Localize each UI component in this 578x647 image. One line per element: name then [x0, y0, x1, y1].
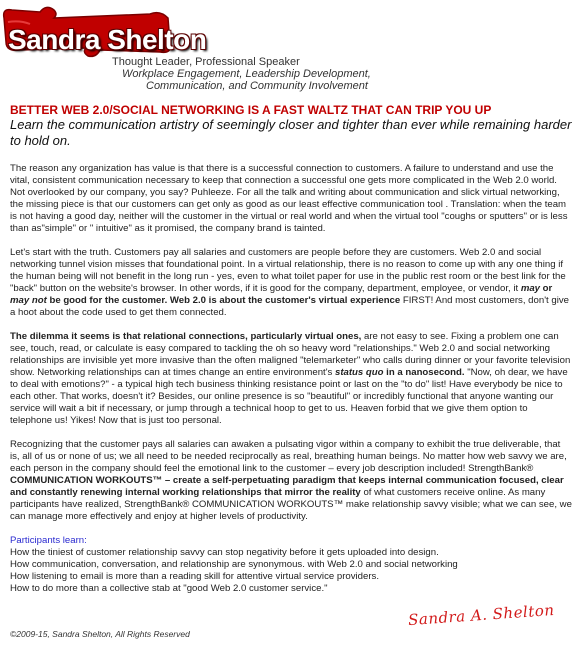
tagline-focus-1: Workplace Engagement, Leadership Development,	[122, 68, 371, 80]
paragraph-2-text-or: or	[540, 283, 553, 294]
paragraph-1: The reason any organization has value is that there is a successful connection to customers. A failure to understand and use the vital, consistent communication necessary to keep that connection a successful one gets more complicated in the Web 2.0 world. Not overlooked by our company, you say? Puhleeze. For all the talk and writing about communication and slick virtual networking, the missing piece is that our customers can get only as good as our least effective communication tool . Translation: when the team is not having a good day, neither will the customer in the virtual or real world and when the virtual tool "coughs or sputters" or is less than as"simple" or " intuitive" as it promised, the company brand is tainted.	[10, 163, 568, 234]
list-item: How listening to email is more than a reading skill for attentive virtual service providers.	[10, 571, 379, 582]
list-item: How communication, conversation, and relationship are synonymous. with Web 2.0 and social networking	[10, 559, 458, 570]
article-subhead: Learn the communication artistry of seemingly closer and tighter than ever while remaining harder to hold on.	[10, 117, 572, 148]
tagline	[112, 56, 371, 92]
paragraph-2-bold-claim: be good for the customer. Web 2.0 is about the customer's virtual experience	[46, 295, 401, 306]
participants-learn-list	[10, 547, 572, 595]
signature: Sandra A. Shelton	[407, 600, 556, 630]
paragraph-3-text-b: are not easy to see. Fixing a problem one can see, touch, read, or calculate is easy compared to tackling the oh so heavy word "relationships." Web 2.0 and social networking relationships are invisible yet more invasive than the often maligned "telemarketer" who calls during dinner or your favorite television show. Networking relationships can at times change an entire environment's	[10, 331, 571, 378]
paragraph-3-bold-nanosecond: in a nanosecond.	[383, 367, 465, 378]
paragraph-2-emphasis-may-not: may not	[10, 295, 47, 306]
paragraph-3-emphasis-status-quo: status quo	[335, 367, 384, 378]
paragraph-4-text-a: Recognizing that the customer pays all salaries can awaken a pulsating vigor within a company to exhibit the true deliverable, that is, all of us or none of us; we all need to be needed reciprocally as real, breathing human beings. No matter how web savvy we are, each person in the company should feel the emotional link to the customer – every job description included! StrengthBank®	[10, 439, 567, 474]
tagline-title: Thought Leader, Professional Speaker	[112, 56, 300, 68]
page-header	[0, 0, 578, 100]
paragraph-2-text-a: Let's start with the truth. Customers pay all salaries and customers are people before they are customers. Web 2.0 and social networking tunnel vision misses that foundational point. In a virtual relationship, there is no reason to come up with any one thing if the human being will not benefit in the long run - yes, even to what toilet paper for use in the public rest room or the best link for the "back" button on the website's browser. In other words, if it is good for the company, department, employee, or vendor, it	[10, 247, 566, 294]
logo-name: Sandra Shelton	[8, 24, 207, 55]
tagline-focus-2: Communication, and Community Involvement	[146, 80, 368, 92]
paragraph-3	[10, 331, 572, 427]
paragraph-3-text-e: "Now, oh dear, we have to deal with emotions?" - a typical high tech business thinking resistance point or last on the "to do" list! Have everybody be nice to each other. That works, doesn't it? Besides, our online presence is so "beautiful" or incredibly functional that anyone wanting our service will wait a bit if necessary, or jump through a technical hoop to get to us. Heaven forbid that we give them option to telephone us! Yikes! Now that is just too personal.	[10, 367, 568, 426]
list-item: How the tiniest of customer relationship savvy can stop negativity before it gets uploaded into design.	[10, 547, 439, 558]
paragraph-2	[10, 247, 572, 319]
paragraph-2-text-f: FIRST! And most customers, don't give a hoot about the code used to get them connected.	[10, 295, 569, 318]
list-item: How to do more than a collective stab at "good Web 2.0 customer service."	[10, 583, 328, 594]
paragraph-4-text-c: of what customers receive online. As many participants have realized, StrengthBank® COMMUNICATION WORKOUTS™ make relationship savvy visible; what we can see, we can manage more effectively and enjoy at higher levels of productivity.	[10, 487, 572, 522]
article	[10, 103, 572, 595]
participants-learn-label: Participants learn:	[10, 535, 87, 546]
paragraph-4-bold-workouts: COMMUNICATION WORKOUTS™ – create a self-perpetuating paradigm that keeps internal communication focused, clear and constantly renewing internal working relationships that mirror the reality	[10, 475, 564, 498]
paragraph-4	[10, 439, 572, 523]
copyright-notice: ©2009-15, Sandra Shelton, All Rights Reserved	[10, 629, 190, 639]
article-headline: BETTER WEB 2.0/SOCIAL NETWORKING IS A FAST WALTZ THAT CAN TRIP YOU UP	[10, 103, 492, 117]
paragraph-3-bold-lead: The dilemma it seems is that relational connections, particularly virtual ones,	[10, 331, 362, 342]
paragraph-2-emphasis-may: may	[520, 283, 541, 294]
